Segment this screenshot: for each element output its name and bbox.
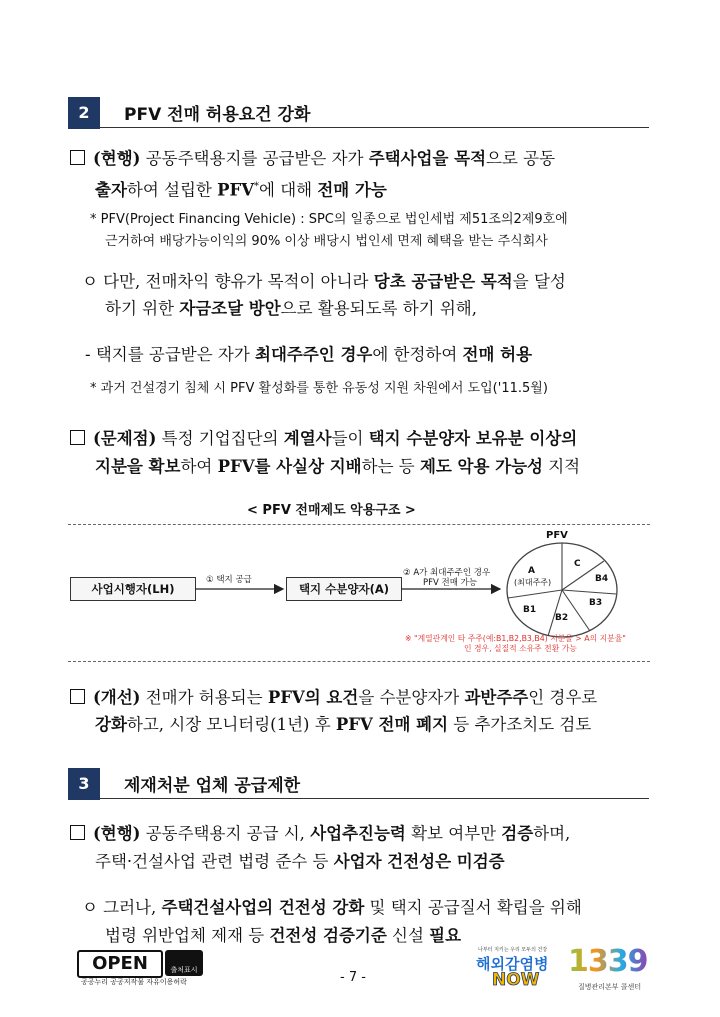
paragraph-however-line2: 하기 위한 자금조달 방안으로 활용되도록 하기 위해, — [105, 299, 477, 318]
pie-slice-b3-label: B3 — [589, 598, 603, 608]
pie-slice-b2-label: B2 — [555, 613, 569, 623]
hotline-caption: 질병관리본부 콜센터 — [578, 983, 642, 991]
paragraph-however-2: ㅇ 그러나, 주택건설사업의 건전성 강화 및 택지 공급질서 확립을 위해 — [82, 898, 582, 917]
paragraph-however-2-line2: 법령 위반업체 제재 등 건전성 검증기준 신설 필요 — [105, 926, 462, 945]
hotline-1339-logo — [566, 944, 656, 996]
diagram-note-line2: 인 경우, 실질적 소유주 전환 가능 — [464, 644, 577, 653]
diagram-box-lh: 사업시행자(LH) — [70, 577, 196, 601]
arrow-2-label-line2: PFV 전매 가능 — [423, 578, 478, 588]
section-underline — [100, 798, 649, 799]
arrow-2-label: ② A가 최대주주인 경우 — [403, 568, 491, 578]
paragraph-problem-line2: 지분을 확보하여 PFV를 사실상 지배하는 등 제도 악용 가능성 지적 — [95, 457, 581, 476]
overseas-infection-logo — [476, 946, 560, 992]
footnote-intro: * 과거 건설경기 침체 시 PFV 활성화를 통한 유동성 지원 차원에서 도입('11.5월) — [90, 381, 548, 396]
checkbox-square-icon — [70, 825, 85, 840]
section-number: 3 — [68, 768, 100, 800]
pie-slice-b1-label: B1 — [523, 605, 537, 615]
pie-slice-a-sublabel: (최대주주) — [514, 578, 552, 587]
hotline-number: 1339 — [568, 944, 648, 979]
paragraph-current-2: (현행) 공동주택용지 공급 시, 사업추진능력 확보 여부만 검증하며, — [70, 822, 570, 846]
attribution-badge: 출처표시 — [165, 950, 203, 976]
logo-tagline: 나부터 지키는 우리 모두의 건강 — [478, 947, 548, 953]
paragraph-problem: (문제점) 특정 기업집단의 계열사들이 택지 수분양자 보유분 이상의 — [70, 427, 577, 451]
open-license-caption: 공공누리 공공저작물 자유이용허락 — [81, 978, 187, 986]
paragraph-improvement-line2: 강화하고, 시장 모니터링(1년) 후 PFV 전매 폐지 등 추가조치도 검토 — [95, 715, 592, 734]
paragraph-current-line2: 출자하여 설립한 PFV*에 대해 전매 가능 — [95, 180, 387, 200]
pie-chart — [504, 542, 624, 642]
pie-slice-b4-label: B4 — [595, 574, 609, 584]
logo-line1: 해외감염병 — [476, 955, 549, 973]
paragraph-however: ㅇ 다만, 전매차익 향유가 목적이 아니라 당초 공급받은 목적을 달성 — [82, 272, 566, 291]
open-license-logo — [77, 950, 207, 984]
pie-title: PFV — [546, 530, 568, 541]
paragraph-improvement: (개선) 전매가 허용되는 PFV의 요건을 수분양자가 과반주주인 경우로 — [70, 686, 597, 710]
section-number: 2 — [68, 97, 100, 129]
pie-slice-a-label: A — [528, 566, 535, 576]
arrow-1-label: ① 택지 공급 — [206, 575, 252, 585]
logo-line2: NOW — [492, 970, 540, 990]
paragraph-current-2-line2: 주택·건설사업 관련 법령 준수 등 사업자 건전성은 미검증 — [95, 852, 505, 871]
section-title: PFV 전매 허용요건 강화 — [124, 105, 311, 125]
diagram-note: ※ "계열관계인 타 주주(예:B1,B2,B3,B4) 지분율 > A의 지분율" — [405, 634, 626, 643]
section-title: 제재처분 업체 공급제한 — [124, 776, 301, 796]
page-number: - 7 - — [340, 970, 366, 985]
diagram-caption: < PFV 전매제도 악용구조 > — [247, 503, 416, 518]
checkbox-square-icon — [70, 689, 85, 704]
footnote-pfv-line2: 근거하여 배당가능이익의 90% 이상 배당시 법인세 면제 혜택을 받는 주식회사 — [105, 234, 548, 249]
pie-slice-c-label: C — [574, 559, 581, 569]
paragraph-current: (현행) 공동주택용지를 공급받은 자가 주택사업을 목적으로 공동 — [70, 147, 555, 171]
open-logo-box: OPEN — [77, 950, 163, 978]
diagram-box-buyer: 택지 수분양자(A) — [286, 577, 402, 601]
paragraph-dash: - 택지를 공급받은 자가 최대주주인 경우에 한정하여 전매 허용 — [85, 345, 533, 364]
footnote-pfv: * PFV(Project Financing Vehicle) : SPC의 일종으로 법인세법 제51조의2제9호에 — [90, 212, 568, 227]
